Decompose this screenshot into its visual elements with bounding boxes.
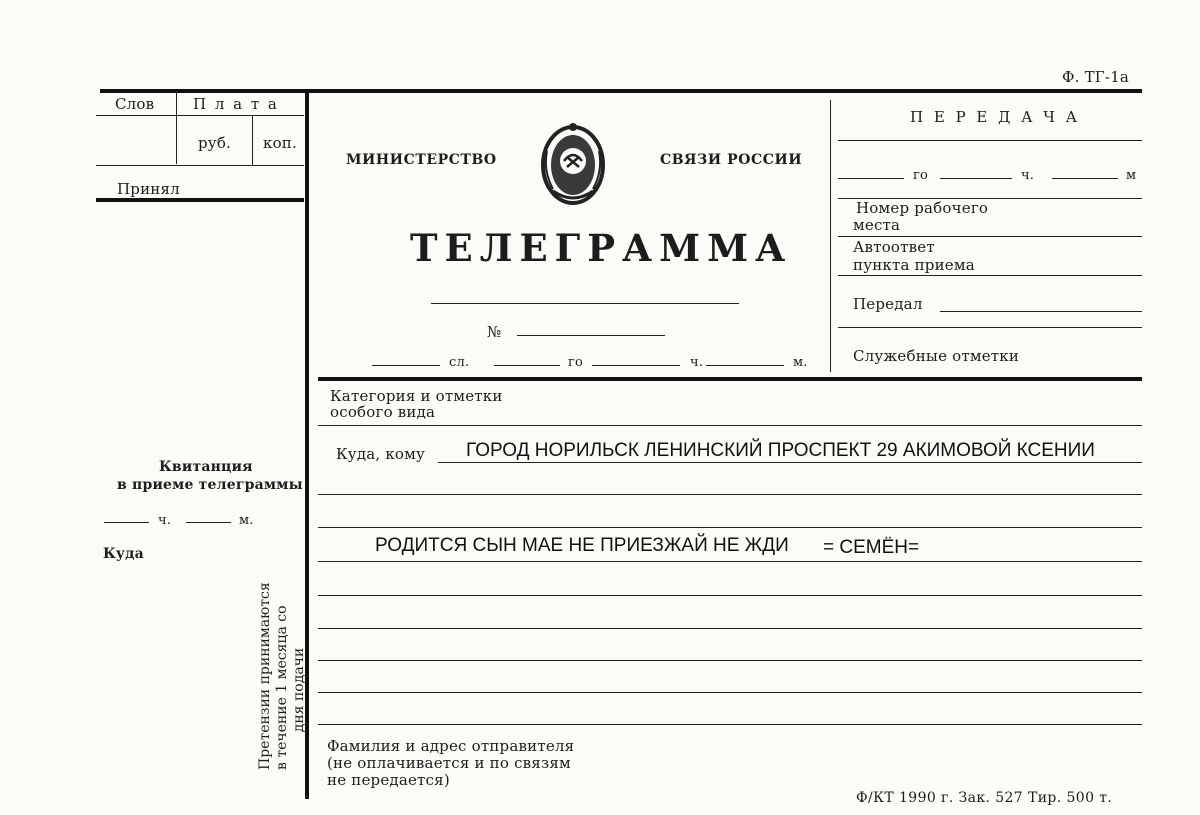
autoreply-label-1: Автоответ <box>853 238 935 256</box>
transmission-hours-label: ч. <box>1021 168 1035 183</box>
workplace-line <box>838 236 1142 237</box>
words-label: Слов <box>115 95 155 113</box>
category-label-1: Категория и отметки <box>330 387 503 405</box>
body-line-9 <box>318 692 1142 693</box>
body-line-5 <box>318 561 1142 562</box>
category-line <box>318 425 1142 426</box>
words-payment-divider <box>176 92 177 164</box>
message-text: РОДИТСЯ СЫН МАЕ НЕ ПРИЕЗЖАЙ НЕ ЖДИ <box>375 535 789 556</box>
autoreply-label-2: пункта приема <box>853 256 975 274</box>
hours-line <box>592 365 680 366</box>
claims-note-line3: дня подачи <box>291 647 307 733</box>
autoreply-line <box>838 275 1142 276</box>
body-top-border <box>318 377 1142 381</box>
kop-label: коп. <box>263 134 297 152</box>
to-value: ГОРОД НОРИЛЬСК ЛЕНИНСКИЙ ПРОСПЕКТ 29 АКИМОВОЙ КСЕНИИ <box>466 440 1095 461</box>
claims-note <box>257 570 308 770</box>
ministry-left: МИНИСТЕРСТВО <box>346 152 497 168</box>
receipt-hours-line <box>104 522 149 523</box>
payment-label: П л а т а <box>193 95 279 113</box>
body-line-10 <box>318 724 1142 725</box>
words-short-label: сл. <box>449 355 470 370</box>
receipt-where-label: Куда <box>103 546 144 562</box>
claims-note-line1: Претензии принимаются <box>257 582 273 770</box>
number-line <box>517 335 665 336</box>
transmission-title-line <box>838 140 1142 141</box>
service-marks-label: Служебные отметки <box>853 347 1020 365</box>
transmission-day-line <box>838 178 904 179</box>
claims-note-line2: в течение 1 месяца со <box>274 605 290 770</box>
header-right-divider <box>830 100 831 372</box>
day-line <box>494 365 560 366</box>
body-line-6 <box>318 595 1142 596</box>
receipt-title: Квитанция <box>159 459 253 475</box>
receipt-subtitle: в приеме телеграммы <box>117 477 303 493</box>
transmitted-label: Передал <box>853 295 923 313</box>
sender-label-3: не передается) <box>327 771 450 789</box>
transmission-day-label: го <box>913 168 929 183</box>
rub-kop-divider <box>252 115 253 165</box>
body-line-3 <box>318 494 1142 495</box>
minutes-short-label: м. <box>793 355 808 370</box>
hours-short-label: ч. <box>690 355 704 370</box>
number-label: № <box>487 323 502 341</box>
title-underline <box>431 303 739 304</box>
top-border <box>100 89 1142 93</box>
workplace-label-1: Номер рабочего <box>856 199 989 217</box>
payment-bottom-line <box>96 165 304 166</box>
to-label: Куда, кому <box>336 445 426 463</box>
minutes-line <box>706 365 784 366</box>
sender-label-1: Фамилия и адрес отправителя <box>327 737 575 755</box>
transmission-title: П Е Р Е Д А Ч А <box>910 108 1080 126</box>
message-signature: = СЕМЁН= <box>823 537 920 558</box>
sender-label-2: (не оплачивается и по связям <box>327 754 571 772</box>
rub-label: руб. <box>198 134 232 152</box>
to-line <box>438 462 1142 463</box>
payment-header-line <box>96 115 304 116</box>
telegram-title: ТЕЛЕГРАММА <box>410 226 793 270</box>
ministry-right: СВЯЗИ РОССИИ <box>660 152 803 168</box>
transmission-minutes-label: м <box>1126 168 1137 183</box>
footer-imprint: Ф/КТ 1990 г. Зак. 527 Тир. 500 т. <box>856 790 1113 806</box>
receipt-hours-label: ч. <box>158 513 172 528</box>
state-emblem-icon <box>537 121 609 211</box>
transmission-line-6 <box>838 327 1142 328</box>
body-line-8 <box>318 660 1142 661</box>
receipt-minutes-line <box>186 522 231 523</box>
accepted-line <box>96 198 304 202</box>
transmission-hours-line <box>940 178 1012 179</box>
body-line-7 <box>318 628 1142 629</box>
day-short-label: го <box>568 355 584 370</box>
transmission-minutes-line <box>1052 178 1118 179</box>
receipt-minutes-label: м. <box>239 513 254 528</box>
transmitted-line <box>940 311 1142 312</box>
body-line-4 <box>318 527 1142 528</box>
form-code: Ф. ТГ-1а <box>1062 68 1130 86</box>
workplace-label-2: места <box>853 216 901 234</box>
words-count-line <box>372 365 440 366</box>
accepted-label: Принял <box>117 180 180 198</box>
category-label-2: особого вида <box>330 403 436 421</box>
